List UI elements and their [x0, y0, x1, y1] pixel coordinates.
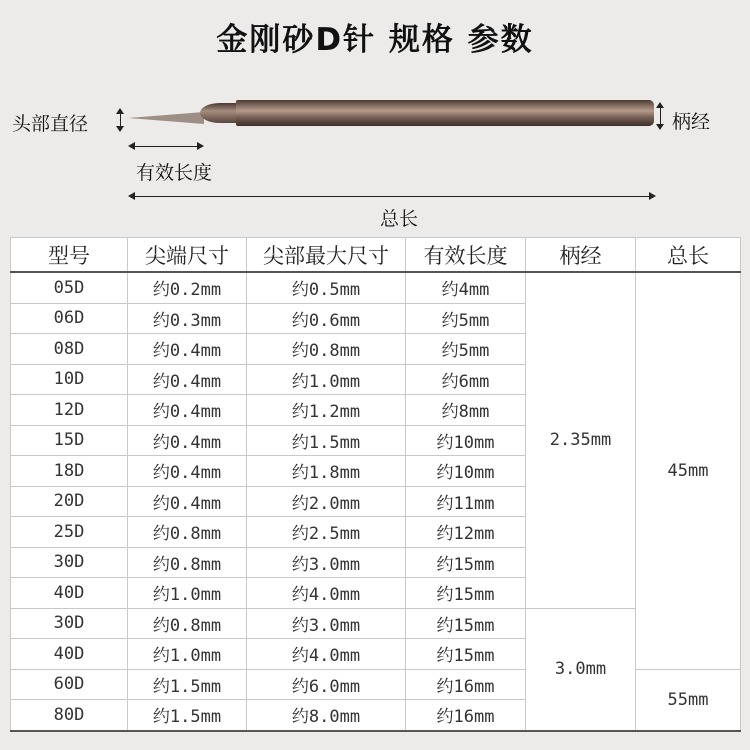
- model-cell: 25D: [11, 517, 128, 548]
- header-effective-length: 有效长度: [406, 238, 526, 273]
- tip-size-cell: 约0.4mm: [128, 364, 247, 395]
- tip-diameter-arrow-icon: [120, 110, 121, 130]
- tip-max-size-cell: 约3.0mm: [247, 547, 406, 578]
- effective-length-cell: 约12mm: [406, 517, 526, 548]
- header-shank: 柄经: [526, 238, 636, 273]
- model-cell: 20D: [11, 486, 128, 517]
- shank-cell: 2.35mm: [526, 272, 636, 608]
- diamond-bur-shank: [236, 100, 654, 126]
- effective-length-cell: 约5mm: [406, 334, 526, 365]
- total-length-cell: 45mm: [636, 272, 741, 669]
- model-cell: 80D: [11, 700, 128, 731]
- effective-length-cell: 约11mm: [406, 486, 526, 517]
- effective-length-cell: 约16mm: [406, 700, 526, 731]
- effective-length-cell: 约10mm: [406, 425, 526, 456]
- model-cell: 30D: [11, 608, 128, 639]
- tip-size-cell: 约0.4mm: [128, 486, 247, 517]
- header-tip-max-size: 尖部最大尺寸: [247, 238, 406, 273]
- header-model: 型号: [11, 238, 128, 273]
- tip-size-cell: 约0.8mm: [128, 547, 247, 578]
- tip-max-size-cell: 约4.0mm: [247, 639, 406, 670]
- effective-length-cell: 约15mm: [406, 608, 526, 639]
- total-length-cell: 55mm: [636, 669, 741, 731]
- tip-max-size-cell: 约0.5mm: [247, 272, 406, 303]
- effective-length-cell: 约5mm: [406, 303, 526, 334]
- effective-length-cell: 约15mm: [406, 639, 526, 670]
- model-cell: 40D: [11, 578, 128, 609]
- header-total-length: 总长: [636, 238, 741, 273]
- model-cell: 06D: [11, 303, 128, 334]
- tip-size-cell: 约0.4mm: [128, 395, 247, 426]
- effective-length-arrow-icon: [130, 146, 202, 147]
- tip-size-cell: 约1.0mm: [128, 639, 247, 670]
- tip-size-cell: 约1.5mm: [128, 700, 247, 731]
- tip-max-size-cell: 约1.8mm: [247, 456, 406, 487]
- model-cell: 18D: [11, 456, 128, 487]
- shank-diameter-arrow-icon: [660, 104, 661, 128]
- effective-length-cell: 约10mm: [406, 456, 526, 487]
- page-title: 金刚砂D针 规格 参数: [216, 22, 534, 58]
- header-tip-size: 尖端尺寸: [128, 238, 247, 273]
- tip-size-cell: 约0.4mm: [128, 456, 247, 487]
- effective-length-cell: 约15mm: [406, 578, 526, 609]
- tip-max-size-cell: 约2.0mm: [247, 486, 406, 517]
- total-length-label: 总长: [380, 208, 419, 230]
- effective-length-label: 有效长度: [136, 162, 213, 184]
- tip-size-cell: 约0.3mm: [128, 303, 247, 334]
- tip-size-cell: 约1.5mm: [128, 669, 247, 700]
- tip-max-size-cell: 约4.0mm: [247, 578, 406, 609]
- tip-size-cell: 约0.4mm: [128, 334, 247, 365]
- diamond-bur-neck: [200, 103, 240, 123]
- tip-max-size-cell: 约0.6mm: [247, 303, 406, 334]
- tip-diameter-label: 头部直径: [12, 113, 89, 135]
- shank-cell: 3.0mm: [526, 608, 636, 731]
- tip-size-cell: 约0.2mm: [128, 272, 247, 303]
- model-cell: 10D: [11, 364, 128, 395]
- tip-max-size-cell: 约1.5mm: [247, 425, 406, 456]
- tip-max-size-cell: 约6.0mm: [247, 669, 406, 700]
- spec-table: [10, 237, 741, 732]
- model-cell: 08D: [11, 334, 128, 365]
- diamond-bur-tip: [128, 112, 204, 124]
- tip-max-size-cell: 约1.0mm: [247, 364, 406, 395]
- tip-max-size-cell: 约2.5mm: [247, 517, 406, 548]
- effective-length-cell: 约6mm: [406, 364, 526, 395]
- tip-max-size-cell: 约3.0mm: [247, 608, 406, 639]
- effective-length-cell: 约15mm: [406, 547, 526, 578]
- model-cell: 30D: [11, 547, 128, 578]
- tip-max-size-cell: 约1.2mm: [247, 395, 406, 426]
- tip-size-cell: 约1.0mm: [128, 578, 247, 609]
- effective-length-cell: 约16mm: [406, 669, 526, 700]
- effective-length-cell: 约8mm: [406, 395, 526, 426]
- tip-max-size-cell: 约8.0mm: [247, 700, 406, 731]
- tip-size-cell: 约0.8mm: [128, 608, 247, 639]
- model-cell: 40D: [11, 639, 128, 670]
- model-cell: 12D: [11, 395, 128, 426]
- tip-size-cell: 约0.8mm: [128, 517, 247, 548]
- tip-size-cell: 约0.4mm: [128, 425, 247, 456]
- table-row: [11, 272, 741, 303]
- total-length-arrow-icon: [130, 196, 654, 197]
- model-cell: 05D: [11, 272, 128, 303]
- tip-max-size-cell: 约0.8mm: [247, 334, 406, 365]
- table-row: [11, 608, 741, 639]
- model-cell: 60D: [11, 669, 128, 700]
- effective-length-cell: 约4mm: [406, 272, 526, 303]
- shank-label: 柄经: [672, 111, 711, 133]
- model-cell: 15D: [11, 425, 128, 456]
- table-header-row: [11, 238, 741, 273]
